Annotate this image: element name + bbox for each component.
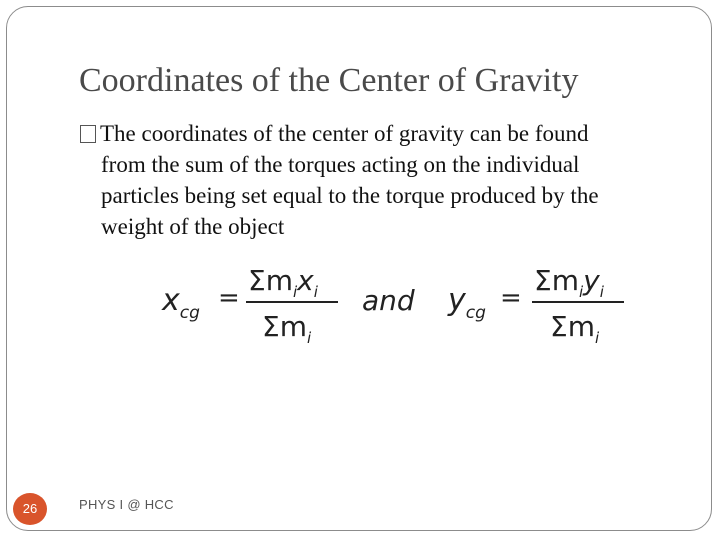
bullet-box-icon <box>80 125 96 143</box>
eq-x-cg: $x_{cg}$ <box>162 283 200 323</box>
center-of-gravity-equation <box>158 258 638 358</box>
eq-equals-2: = <box>500 283 522 313</box>
eq-numerator-x: $\Sigma m_ix_i$ <box>248 264 318 301</box>
bullet-text <box>80 118 680 242</box>
bullet-line-1-text: The coordinates of the center of gravity can be found <box>100 121 589 146</box>
eq-equals-1: = <box>218 283 240 313</box>
eq-y-cg: $y_{cg}$ <box>448 283 486 323</box>
bullet-line-3: particles being set equal to the torque produced by the <box>101 183 599 208</box>
bullet-line-2: from the sum of the torques acting on the individual <box>101 152 580 177</box>
equation-svg <box>158 258 638 358</box>
bullet-line-1 <box>80 118 680 149</box>
eq-denominator-y: $\Sigma m_i$ <box>550 310 600 347</box>
eq-and: and <box>362 284 415 317</box>
bullet-line-4: weight of the object <box>101 214 285 239</box>
footer-text: PHYS I @ HCC <box>79 497 174 512</box>
slide-number-badge: 26 <box>13 493 47 525</box>
eq-denominator-x: $\Sigma m_i$ <box>262 310 312 347</box>
slide-title: Coordinates of the Center of Gravity <box>79 62 579 99</box>
eq-numerator-y: $\Sigma m_iy_i$ <box>534 264 604 301</box>
